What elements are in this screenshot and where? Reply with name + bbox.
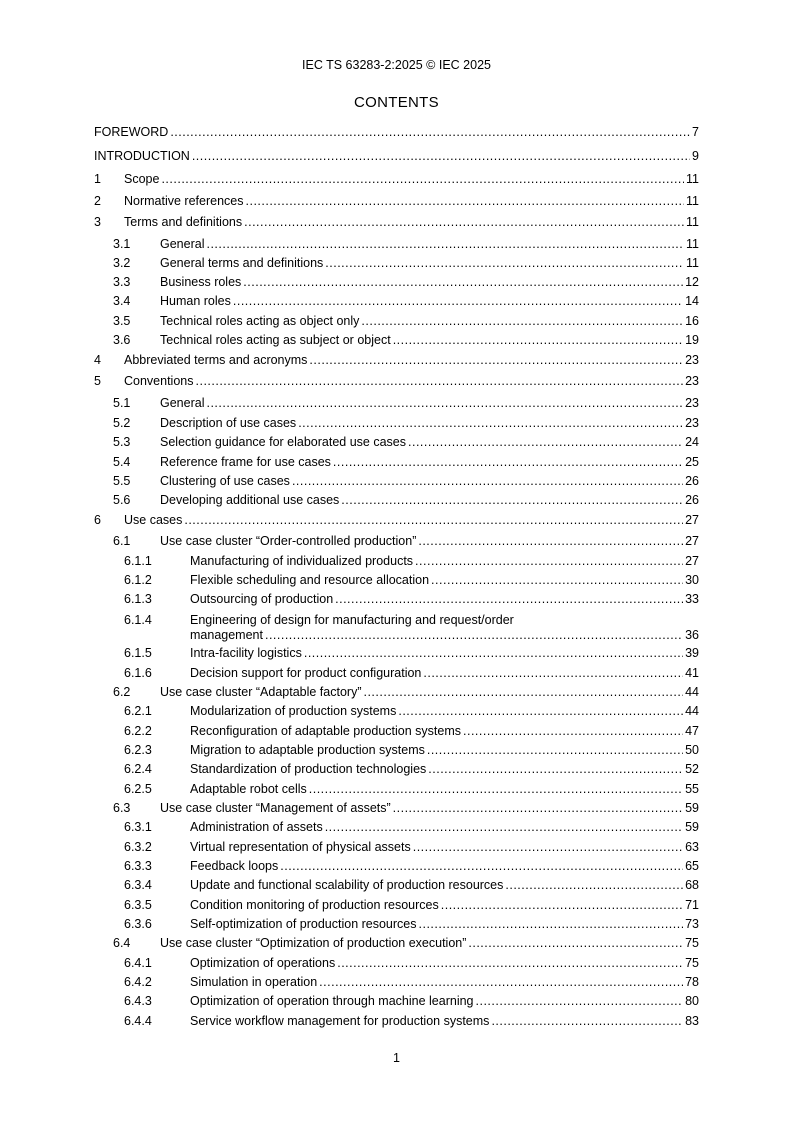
toc-entry-page: 68 bbox=[685, 878, 699, 892]
leader-dots bbox=[427, 743, 683, 758]
toc-entry-title: Feedback loops bbox=[190, 859, 279, 873]
leader-dots bbox=[280, 859, 683, 874]
toc-entry-page: 11 bbox=[686, 237, 699, 251]
toc-entry-page: 73 bbox=[685, 917, 699, 931]
toc-entry-title: Modularization of production systems bbox=[190, 704, 397, 718]
toc-entry-number: 1 bbox=[94, 172, 101, 186]
toc-entry-number: 6.4.4 bbox=[124, 1014, 152, 1028]
toc-entry[interactable] bbox=[94, 194, 699, 209]
toc-entry-number: 5.5 bbox=[113, 474, 131, 488]
toc-entry-title: Clustering of use cases bbox=[160, 474, 290, 488]
toc-entry[interactable] bbox=[94, 592, 699, 607]
leader-dots bbox=[463, 724, 683, 739]
toc-entry-title: Condition monitoring of production resources bbox=[190, 898, 439, 912]
toc-entry-title: Developing additional use cases bbox=[160, 493, 340, 507]
toc-entry-page: 11 bbox=[686, 172, 699, 186]
leader-dots bbox=[408, 435, 683, 450]
toc-entry-number: 6.3.4 bbox=[124, 878, 152, 892]
toc-entry-title: Business roles bbox=[160, 275, 242, 289]
toc-entry[interactable] bbox=[94, 416, 699, 431]
toc-entry-number: 6.2.2 bbox=[124, 724, 152, 738]
leader-dots bbox=[292, 474, 683, 489]
toc-entry-page: 71 bbox=[685, 898, 699, 912]
toc-entry[interactable] bbox=[94, 172, 699, 187]
toc-entry-page: 26 bbox=[685, 493, 699, 507]
toc-entry-page: 80 bbox=[685, 994, 699, 1008]
leader-dots bbox=[325, 820, 683, 835]
leader-dots bbox=[468, 936, 683, 951]
toc-entry-number: 5.1 bbox=[113, 396, 131, 410]
toc-entry-title: Conventions bbox=[124, 374, 194, 388]
toc-entry-title: General terms and definitions bbox=[160, 256, 324, 270]
toc-entry-title-continued: management bbox=[190, 628, 263, 642]
toc-entry-title: Intra-facility logistics bbox=[190, 646, 302, 660]
toc-entry-number: 6.2.1 bbox=[124, 704, 152, 718]
toc-entry-number: 5 bbox=[94, 374, 101, 388]
toc-entry-title: INTRODUCTION bbox=[94, 149, 190, 163]
toc-entry-title: Abbreviated terms and acronyms bbox=[124, 353, 308, 367]
leader-dots bbox=[341, 493, 683, 508]
toc-entry-page: 11 bbox=[686, 256, 699, 270]
toc-entry-title: Technical roles acting as subject or object bbox=[160, 333, 391, 347]
toc-entry-page: 44 bbox=[685, 704, 699, 718]
toc-entry-title: Use cases bbox=[124, 513, 183, 527]
leader-dots bbox=[192, 149, 690, 164]
toc-entry[interactable] bbox=[94, 374, 699, 389]
toc-entry-title: Decision support for product configuration bbox=[190, 666, 422, 680]
toc-entry-title: Normative references bbox=[124, 194, 244, 208]
leader-dots bbox=[337, 956, 683, 971]
toc-entry-page: 41 bbox=[685, 666, 699, 680]
toc-entry-page: 63 bbox=[685, 840, 699, 854]
toc-entry-title: Description of use cases bbox=[160, 416, 297, 430]
leader-dots bbox=[265, 628, 683, 643]
toc-entry-page: 14 bbox=[685, 294, 699, 308]
toc-entry-title: Outsourcing of production bbox=[190, 592, 334, 606]
toc-entry-page: 52 bbox=[685, 762, 699, 776]
toc-entry[interactable] bbox=[94, 666, 699, 681]
leader-dots bbox=[505, 878, 683, 893]
toc-entry-number: 6.2 bbox=[113, 685, 131, 699]
toc-entry-page: 23 bbox=[685, 416, 699, 430]
page-number: 1 bbox=[393, 1051, 400, 1065]
toc-entry-number: 6.3.6 bbox=[124, 917, 152, 931]
toc-entry[interactable] bbox=[94, 455, 699, 470]
toc-entry-title: FOREWORD bbox=[94, 125, 169, 139]
toc-entry[interactable] bbox=[94, 685, 699, 700]
leader-dots bbox=[206, 237, 684, 252]
toc-entry-number: 6.1.6 bbox=[124, 666, 152, 680]
toc-entry[interactable] bbox=[94, 724, 699, 739]
toc-entry-number: 3.6 bbox=[113, 333, 131, 347]
leader-dots bbox=[309, 353, 683, 368]
leader-dots bbox=[244, 215, 684, 230]
toc-entry[interactable] bbox=[94, 917, 699, 932]
toc-entry-title: Engineering of design for manufacturing and request/order bbox=[190, 613, 514, 627]
toc-entry-foreword[interactable] bbox=[94, 125, 699, 140]
toc-entry-page: 7 bbox=[692, 125, 699, 139]
leader-dots bbox=[398, 704, 683, 719]
leader-dots bbox=[206, 396, 683, 411]
toc-entry[interactable] bbox=[94, 936, 699, 951]
leader-dots bbox=[170, 125, 690, 140]
toc-entry[interactable] bbox=[94, 743, 699, 758]
toc-entry[interactable] bbox=[94, 237, 699, 252]
toc-entry-number: 6.2.4 bbox=[124, 762, 152, 776]
toc-entry-number: 6.2.3 bbox=[124, 743, 152, 757]
toc-entry-page: 65 bbox=[685, 859, 699, 873]
leader-dots bbox=[393, 801, 683, 816]
toc-entry-number: 3.3 bbox=[113, 275, 131, 289]
toc-entry[interactable] bbox=[94, 801, 699, 816]
toc-entry[interactable] bbox=[94, 840, 699, 855]
toc-entry[interactable] bbox=[94, 275, 699, 290]
toc-entry[interactable] bbox=[94, 493, 699, 508]
toc-entry[interactable] bbox=[94, 474, 699, 489]
toc-entry-page: 12 bbox=[685, 275, 699, 289]
toc-entry-number: 6.1.2 bbox=[124, 573, 152, 587]
toc-entry-title: Manufacturing of individualized products bbox=[190, 554, 414, 568]
toc-entry-title: Adaptable robot cells bbox=[190, 782, 307, 796]
toc-entry[interactable] bbox=[94, 613, 699, 643]
toc-entry[interactable] bbox=[94, 333, 699, 348]
toc-entry-page: 36 bbox=[685, 628, 699, 642]
toc-entry-page: 50 bbox=[685, 743, 699, 757]
toc-entry-page: 23 bbox=[685, 374, 699, 388]
leader-dots bbox=[476, 994, 684, 1009]
toc-entry-title: General bbox=[160, 237, 205, 251]
leader-dots bbox=[431, 573, 683, 588]
toc-entry-number: 6.1.4 bbox=[124, 613, 152, 627]
toc-entry[interactable] bbox=[94, 353, 699, 368]
toc-entry-title: Virtual representation of physical assets bbox=[190, 840, 411, 854]
toc-entry-title: Technical roles acting as object only bbox=[160, 314, 360, 328]
toc-entry-title: General bbox=[160, 396, 205, 410]
toc-entry-number: 5.2 bbox=[113, 416, 131, 430]
toc-entry-page: 59 bbox=[685, 801, 699, 815]
toc-entry[interactable] bbox=[94, 215, 699, 230]
toc-entry-number: 6.4 bbox=[113, 936, 131, 950]
toc-entry-number: 6.1.3 bbox=[124, 592, 152, 606]
leader-dots bbox=[413, 840, 683, 855]
toc-entry[interactable] bbox=[94, 256, 699, 271]
toc-entry-page: 44 bbox=[685, 685, 699, 699]
toc-entry-title: Use case cluster “Adaptable factory” bbox=[160, 685, 362, 699]
leader-dots bbox=[298, 416, 683, 431]
toc-entry-title: Simulation in operation bbox=[190, 975, 318, 989]
toc-entry[interactable] bbox=[94, 513, 699, 528]
toc-entry-number: 6.1 bbox=[113, 534, 131, 548]
leader-dots bbox=[441, 898, 683, 913]
toc-entry-title: Reconfiguration of adaptable production systems bbox=[190, 724, 461, 738]
page-title: CONTENTS bbox=[354, 94, 439, 111]
toc-entry-page: 83 bbox=[685, 1014, 699, 1028]
leader-dots bbox=[428, 762, 683, 777]
toc-entry[interactable] bbox=[94, 534, 699, 549]
document-header: IEC TS 63283-2:2025 © IEC 2025 bbox=[302, 58, 491, 72]
leader-dots bbox=[335, 592, 683, 607]
toc-entry[interactable] bbox=[94, 1014, 699, 1029]
leader-dots bbox=[423, 666, 683, 681]
toc-entry-number: 3.1 bbox=[113, 237, 131, 251]
toc-entry-number: 3.5 bbox=[113, 314, 131, 328]
toc-entry-number: 6.3.2 bbox=[124, 840, 152, 854]
toc-entry-page: 30 bbox=[685, 573, 699, 587]
toc-entry-title: Use case cluster “Optimization of production execution” bbox=[160, 936, 467, 950]
toc-entry-title: Optimization of operations bbox=[190, 956, 336, 970]
toc-entry-page: 27 bbox=[685, 534, 699, 548]
toc-entry-title: Migration to adaptable production systems bbox=[190, 743, 425, 757]
leader-dots bbox=[246, 194, 685, 209]
toc-entry-title: Standardization of production technologies bbox=[190, 762, 427, 776]
toc-entry[interactable] bbox=[94, 573, 699, 588]
toc-entry-page: 23 bbox=[685, 396, 699, 410]
toc-entry-number: 6.4.1 bbox=[124, 956, 152, 970]
toc-entry-page: 19 bbox=[685, 333, 699, 347]
toc-entry[interactable] bbox=[94, 956, 699, 971]
toc-entry-number: 5.6 bbox=[113, 493, 131, 507]
toc-entry-page: 75 bbox=[685, 936, 699, 950]
toc-entry-number: 6.1.5 bbox=[124, 646, 152, 660]
toc-entry-page: 11 bbox=[686, 215, 699, 229]
leader-dots bbox=[184, 513, 683, 528]
toc-entry[interactable] bbox=[94, 859, 699, 874]
toc-entry-number: 6.1.1 bbox=[124, 554, 152, 568]
toc-entry[interactable] bbox=[94, 314, 699, 329]
toc-entry-title: Terms and definitions bbox=[124, 215, 243, 229]
toc-entry-title: Service workflow management for production systems bbox=[190, 1014, 490, 1028]
toc-entry[interactable] bbox=[94, 704, 699, 719]
toc-entry-page: 39 bbox=[685, 646, 699, 660]
leader-dots bbox=[415, 554, 683, 569]
toc-entry-page: 33 bbox=[685, 592, 699, 606]
leader-dots bbox=[196, 374, 684, 389]
toc-entry-page: 9 bbox=[692, 149, 699, 163]
toc-entry-number: 5.4 bbox=[113, 455, 131, 469]
leader-dots bbox=[319, 975, 683, 990]
toc-entry[interactable] bbox=[94, 396, 699, 411]
toc-entry-page: 27 bbox=[685, 554, 699, 568]
toc-entry[interactable] bbox=[94, 782, 699, 797]
leader-dots bbox=[418, 534, 683, 549]
leader-dots bbox=[333, 455, 683, 470]
toc-entry-title: Reference frame for use cases bbox=[160, 455, 331, 469]
toc-entry-number: 5.3 bbox=[113, 435, 131, 449]
leader-dots bbox=[161, 172, 684, 187]
leader-dots bbox=[363, 685, 683, 700]
toc-entry-number: 3.2 bbox=[113, 256, 131, 270]
toc-entry-title: Flexible scheduling and resource allocation bbox=[190, 573, 430, 587]
toc-entry-number: 6.3.5 bbox=[124, 898, 152, 912]
toc-entry-title: Update and functional scalability of production resources bbox=[190, 878, 504, 892]
toc-entry-page: 55 bbox=[685, 782, 699, 796]
leader-dots bbox=[361, 314, 683, 329]
toc-entry-page: 16 bbox=[685, 314, 699, 328]
leader-dots bbox=[243, 275, 683, 290]
leader-dots bbox=[491, 1014, 683, 1029]
toc-entry[interactable] bbox=[94, 898, 699, 913]
toc-entry[interactable] bbox=[94, 994, 699, 1009]
toc-entry-page: 26 bbox=[685, 474, 699, 488]
leader-dots bbox=[233, 294, 683, 309]
toc-entry-number: 6.3.1 bbox=[124, 820, 152, 834]
toc-entry[interactable] bbox=[94, 435, 699, 450]
toc-entry-page: 75 bbox=[685, 956, 699, 970]
toc-entry-title: Self-optimization of production resources bbox=[190, 917, 417, 931]
leader-dots bbox=[304, 646, 683, 661]
toc-entry-number: 2 bbox=[94, 194, 101, 208]
leader-dots bbox=[309, 782, 683, 797]
toc-entry-number: 3.4 bbox=[113, 294, 131, 308]
toc-entry-number: 6.3.3 bbox=[124, 859, 152, 873]
toc-entry-number: 6 bbox=[94, 513, 101, 527]
toc-entry-title: Scope bbox=[124, 172, 160, 186]
toc-entry[interactable] bbox=[94, 878, 699, 893]
toc-entry[interactable] bbox=[94, 975, 699, 990]
toc-entry[interactable] bbox=[94, 762, 699, 777]
toc-entry-number: 6.4.2 bbox=[124, 975, 152, 989]
toc-entry[interactable] bbox=[94, 820, 699, 835]
toc-entry-page: 59 bbox=[685, 820, 699, 834]
toc-entry-page: 47 bbox=[685, 724, 699, 738]
toc-entry-title: Optimization of operation through machine learning bbox=[190, 994, 474, 1008]
toc-entry-title: Human roles bbox=[160, 294, 231, 308]
toc-entry[interactable] bbox=[94, 554, 699, 569]
toc-entry-page: 23 bbox=[685, 353, 699, 367]
toc-entry-page: 11 bbox=[686, 194, 699, 208]
toc-entry-page: 24 bbox=[685, 435, 699, 449]
leader-dots bbox=[393, 333, 683, 348]
toc-entry-number: 4 bbox=[94, 353, 101, 367]
toc-entry-title: Use case cluster “Management of assets” bbox=[160, 801, 391, 815]
toc-entry-number: 6.2.5 bbox=[124, 782, 152, 796]
toc-entry[interactable] bbox=[94, 646, 699, 661]
toc-entry-title: Selection guidance for elaborated use cases bbox=[160, 435, 406, 449]
toc-entry-page: 25 bbox=[685, 455, 699, 469]
toc-entry-title: Administration of assets bbox=[190, 820, 323, 834]
toc-entry-number: 6.4.3 bbox=[124, 994, 152, 1008]
toc-entry-number: 6.3 bbox=[113, 801, 131, 815]
leader-dots bbox=[325, 256, 684, 271]
toc-entry-introduction[interactable] bbox=[94, 149, 699, 164]
toc-entry[interactable] bbox=[94, 294, 699, 309]
toc-entry-page: 27 bbox=[685, 513, 699, 527]
leader-dots bbox=[419, 917, 684, 932]
toc-entry-title: Use case cluster “Order-controlled production” bbox=[160, 534, 417, 548]
toc-entry-number: 3 bbox=[94, 215, 101, 229]
toc-entry-page: 78 bbox=[685, 975, 699, 989]
